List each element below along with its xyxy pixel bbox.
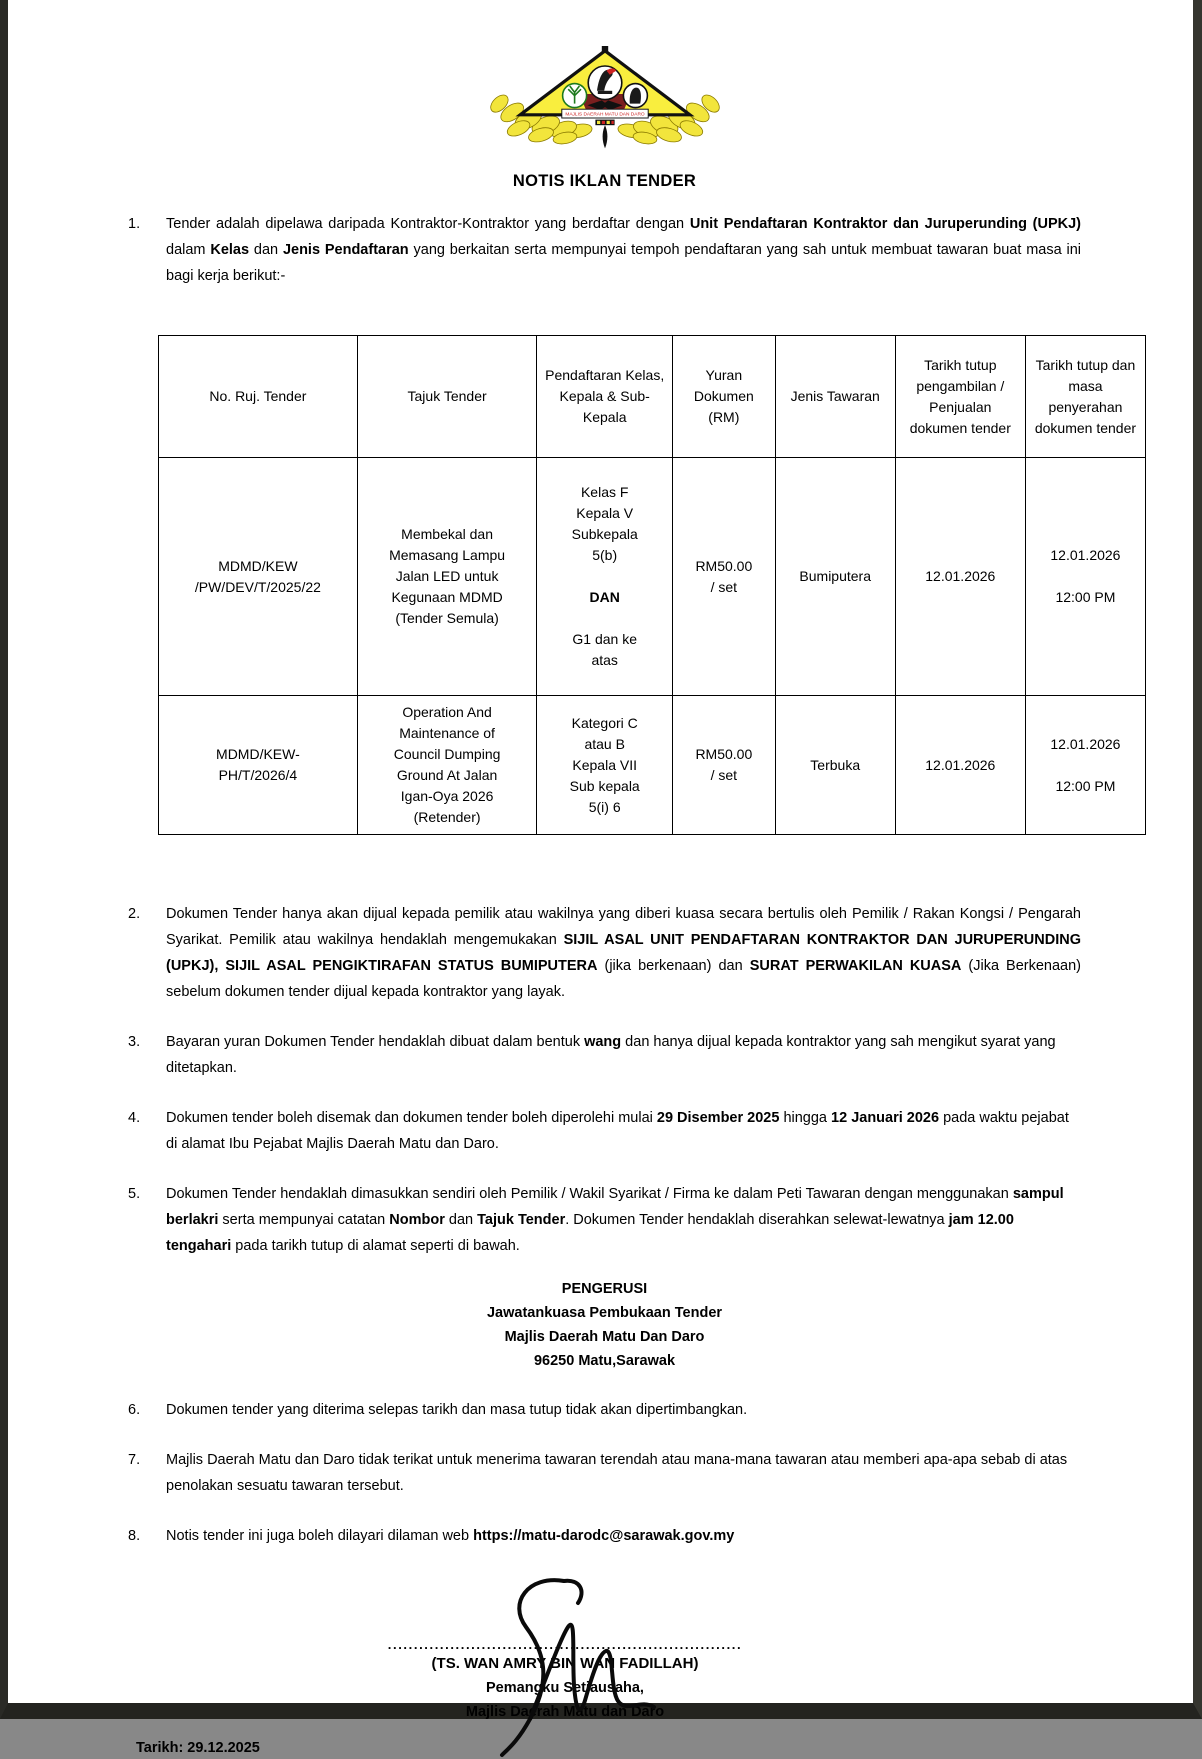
notice-item-2 [128,901,1081,1005]
header-pendaftaran-kelas: Pendaftaran Kelas, Kepala & Sub-Kepala [537,336,673,458]
table-cell: Operation And Maintenance of Council Dumping Ground At Jalan Igan-Oya 2026 (Retender) [357,696,537,835]
table-cell: RM50.00 / set [673,696,776,835]
header-tarikh-pengambilan: Tarikh tutup pengambilan / Penjualan dokumen tender [895,336,1025,458]
table-cell: MDMD/KEW /PW/DEV/T/2025/22 [159,458,358,696]
item-number: 7. [128,1452,141,1468]
table-header-row [159,336,1146,458]
table-cell: 12.01.2026 12:00 PM [1025,696,1145,835]
address-line-council: Majlis Daerah Matu Dan Daro [504,1329,705,1345]
address-line-committee: Jawatankuasa Pembukaan Tender [486,1305,723,1321]
table-cell: 12.01.2026 12:00 PM [1025,458,1145,696]
item-number: 4. [128,1110,141,1126]
item-number: 5. [128,1186,141,1202]
notice-item-5 [128,1181,1081,1259]
item-number: 3. [128,1034,141,1050]
table-row [159,696,1146,835]
header-tajuk-tender: Tajuk Tender [357,336,537,458]
document-date: Tarikh: 29.12.2025 [136,1740,260,1756]
item-text: Majlis Daerah Matu dan Daro tidak terikat untuk menerima tawaran terendah atau mana-mana tawaran atau memberi apa-apa sebab di atas penolakan sesuatu tawaran tersebut. [166,1452,1068,1494]
tender-table [158,335,1146,835]
signature-dotted-line: .................................................................... [387,1637,743,1652]
header-yuran-dokumen: Yuran Dokumen (RM) [673,336,776,458]
header-no-ruj-tender: No. Ruj. Tender [159,336,358,458]
page-title: NOTIS IKLAN TENDER [512,172,697,190]
table-row [159,458,1146,696]
notice-item-4 [128,1105,1081,1157]
item-number: 2. [128,906,141,922]
item-text: Dokumen tender boleh disemak dan dokumen tender boleh diperolehi mulai 29 Disember 2025 hingga 12 Januari 2026 pada waktu pejabat di alamat Ibu Pejabat Majlis Daerah Matu dan Daro. [166,1110,1069,1152]
council-emblem-graphic [455,46,755,158]
item-text: Tender adalah dipelawa daripada Kontraktor-Kontraktor yang berdaftar dengan Unit Pendaftaran Kontraktor dan Juruperunding (UPKJ) dalam Kelas dan Jenis Pendaftaran yang berkaitan serta mempunyai tempoh pendaftaran yang sah untuk membuat tawaran buat masa ini bagi kerja berikut:- [166,216,1082,284]
signatory-org: Majlis Daerah Matu dan Daro [465,1704,665,1720]
table-cell: 12.01.2026 [895,696,1025,835]
item-number: 8. [128,1528,141,1544]
notice-item-1 [128,211,1081,289]
tender-address-block [128,1277,1081,1373]
item-number: 1. [128,216,141,232]
emblem-banner-text: MAJLIS DAERAH MATU DAN DARO [564,112,645,118]
notice-item-6 [128,1397,1081,1423]
table-cell: Bumiputera [775,458,895,696]
item-text: Dokumen Tender hendaklah dimasukkan sendiri oleh Pemilik / Wakil Syarikat / Firma ke dalam Peti Tawaran dengan menggunakan sampul berlakri serta mempunyai catatan Nombor dan Tajuk Tender. Dokumen Tender hendaklah diserahkan selewat-lewatnya jam 12.00 tengahari pada tarikh tutup di alamat seperti di bawah. [166,1186,1064,1254]
item-text: Bayaran yuran Dokumen Tender hendaklah dibuat dalam bentuk wang dan hanya dijual kepada kontraktor yang sah mengikut syarat yang ditetapkan. [166,1034,1056,1076]
item-text: Dokumen Tender hanya akan dijual kepada pemilik atau wakilnya yang diberi kuasa secara bertulis oleh Pemilik / Rakan Kongsi / Pengarah Syarikat. Pemilik atau wakilnya hendaklah mengemukakan SIJIL ASAL UNIT PENDAFTARAN KONTRAKTOR DAN JURUPERUNDING (UPKJ), SIJIL ASAL PENGIKTIRAFAN STATUS BUMIPUTERA (jika berkenaan) dan SURAT PERWAKILAN KUASA (Jika Berkenaan) sebelum dokumen tender dijual kepada kontraktor yang layak. [166,906,1082,1000]
table-cell: Terbuka [775,696,895,835]
notice-item-7 [128,1447,1081,1499]
council-emblem-logo [455,46,755,158]
signature-block [350,1637,780,1724]
header-tarikh-penyerahan: Tarikh tutup dan masa penyerahan dokumen tender [1025,336,1145,458]
table-cell: RM50.00 / set [673,458,776,696]
address-line-postcode: 96250 Matu,Sarawak [533,1353,676,1369]
table-cell: Kelas F Kepala V Subkepala 5(b) DAN G1 dan ke atas [537,458,673,696]
table-cell: Kategori C atau B Kepala VII Sub kepala 5(i) 6 [537,696,673,835]
signatory-name: (TS. WAN AMRY BIN WAN FADILLAH) [431,1655,699,1672]
address-line-pengerusi: PENGERUSI [561,1281,648,1297]
item-text: Dokumen tender yang diterima selepas tarikh dan masa tutup tidak akan dipertimbangkan. [166,1402,748,1418]
notice-item-8 [128,1523,1081,1549]
table-cell: MDMD/KEW- PH/T/2026/4 [159,696,358,835]
table-cell: 12.01.2026 [895,458,1025,696]
signatory-role: Pemangku Setiausaha, [486,1680,644,1696]
header-jenis-tawaran: Jenis Tawaran [775,336,895,458]
item-number: 6. [128,1402,141,1418]
notice-item-3 [128,1029,1081,1081]
table-cell: Membekal dan Memasang Lampu Jalan LED untuk Kegunaan MDMD (Tender Semula) [357,458,537,696]
item-text: Notis tender ini juga boleh dilayari dilaman web https://matu-darodc@sarawak.gov.my [166,1528,735,1544]
